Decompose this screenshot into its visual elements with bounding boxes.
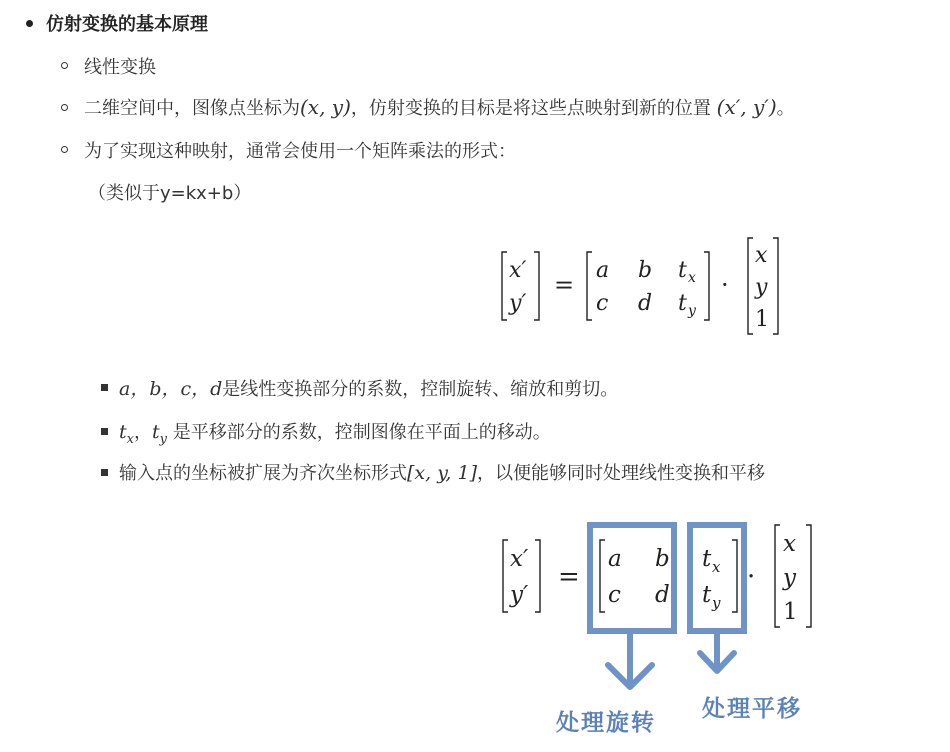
v-y: y	[755, 275, 768, 300]
m-b: b	[638, 258, 653, 283]
v-y: y	[783, 565, 796, 591]
rotation-box	[590, 525, 674, 631]
list-item	[119, 459, 765, 485]
text: 是线性变换部分的系数，控制旋转、缩放和剪切。	[222, 379, 619, 400]
bullet-dot	[26, 20, 33, 27]
v-1: 1	[755, 307, 769, 332]
rotation-arrow	[608, 631, 652, 687]
bullet-square	[101, 469, 108, 476]
text: ，以便能够同时处理线性变换和平移	[477, 463, 765, 484]
m-ty-sub: y	[712, 594, 721, 612]
dot-op: ·	[747, 562, 756, 592]
bullet-circle	[61, 62, 68, 69]
bullet-square	[101, 428, 108, 435]
v-1: 1	[783, 599, 798, 625]
bullet-circle	[61, 146, 68, 153]
m-d: d	[655, 582, 670, 608]
bullet-square	[101, 384, 108, 391]
caption-translation: 处理平移	[702, 695, 802, 722]
text: 二维空间中，图像点坐标为	[84, 98, 300, 119]
math-coord: (x, y)	[300, 95, 351, 119]
equals: =	[558, 562, 580, 592]
lhs-y: y′	[509, 291, 527, 316]
lhs-y: y′	[510, 582, 529, 608]
translation-arrow	[700, 631, 734, 671]
text: 。	[776, 98, 795, 119]
m-c: c	[596, 291, 609, 316]
m-c: c	[608, 582, 621, 608]
note: （类似于y=kx+b）	[88, 183, 252, 204]
v-x: x	[755, 243, 768, 268]
m-ty: t	[702, 582, 712, 608]
text: 是平移部分的系数，控制图像在平面上的移动。	[172, 422, 551, 443]
matrix-formula	[490, 230, 800, 342]
math-vars: a，b，c，d	[119, 378, 223, 400]
m-ty: t	[678, 291, 687, 316]
m-d: d	[638, 291, 653, 316]
math-homogeneous: [x, y, 1]	[407, 462, 477, 484]
text: ，仿射变换的目标是将这些点映射到新的位置	[350, 98, 711, 119]
lhs-x: x′	[510, 546, 529, 572]
section-heading: 仿射变换的基本原理	[46, 14, 208, 35]
dot-op: ·	[721, 271, 729, 299]
m-tx-sub: x	[712, 558, 721, 576]
list-item	[84, 94, 795, 120]
text: 输入点的坐标被扩展为齐次坐标形式	[119, 463, 407, 484]
list-item	[119, 374, 618, 401]
m-tx-sub: x	[688, 270, 696, 286]
caption-rotation: 处理旋转	[556, 709, 656, 736]
m-a: a	[596, 258, 610, 283]
m-tx: t	[678, 258, 687, 283]
m-tx: t	[702, 546, 712, 572]
list-item: 为了实现这种映射，通常会使用一个矩阵乘法的形式：	[84, 141, 516, 162]
m-ty-sub: y	[688, 303, 696, 319]
math-ty: $t_y$	[151, 421, 167, 447]
equals: =	[554, 271, 575, 299]
list-item: 线性变换	[84, 57, 156, 78]
m-a: a	[608, 546, 622, 572]
math-coord-prime: (x′, y′)	[716, 95, 777, 119]
v-x: x	[783, 531, 796, 557]
bullet-circle	[61, 104, 68, 111]
lhs-x: x′	[509, 258, 527, 283]
math-tx: $t_x$	[119, 421, 134, 447]
list-item	[119, 418, 551, 447]
sep: ，	[133, 422, 152, 443]
m-b: b	[655, 546, 670, 572]
translation-box	[690, 525, 744, 631]
